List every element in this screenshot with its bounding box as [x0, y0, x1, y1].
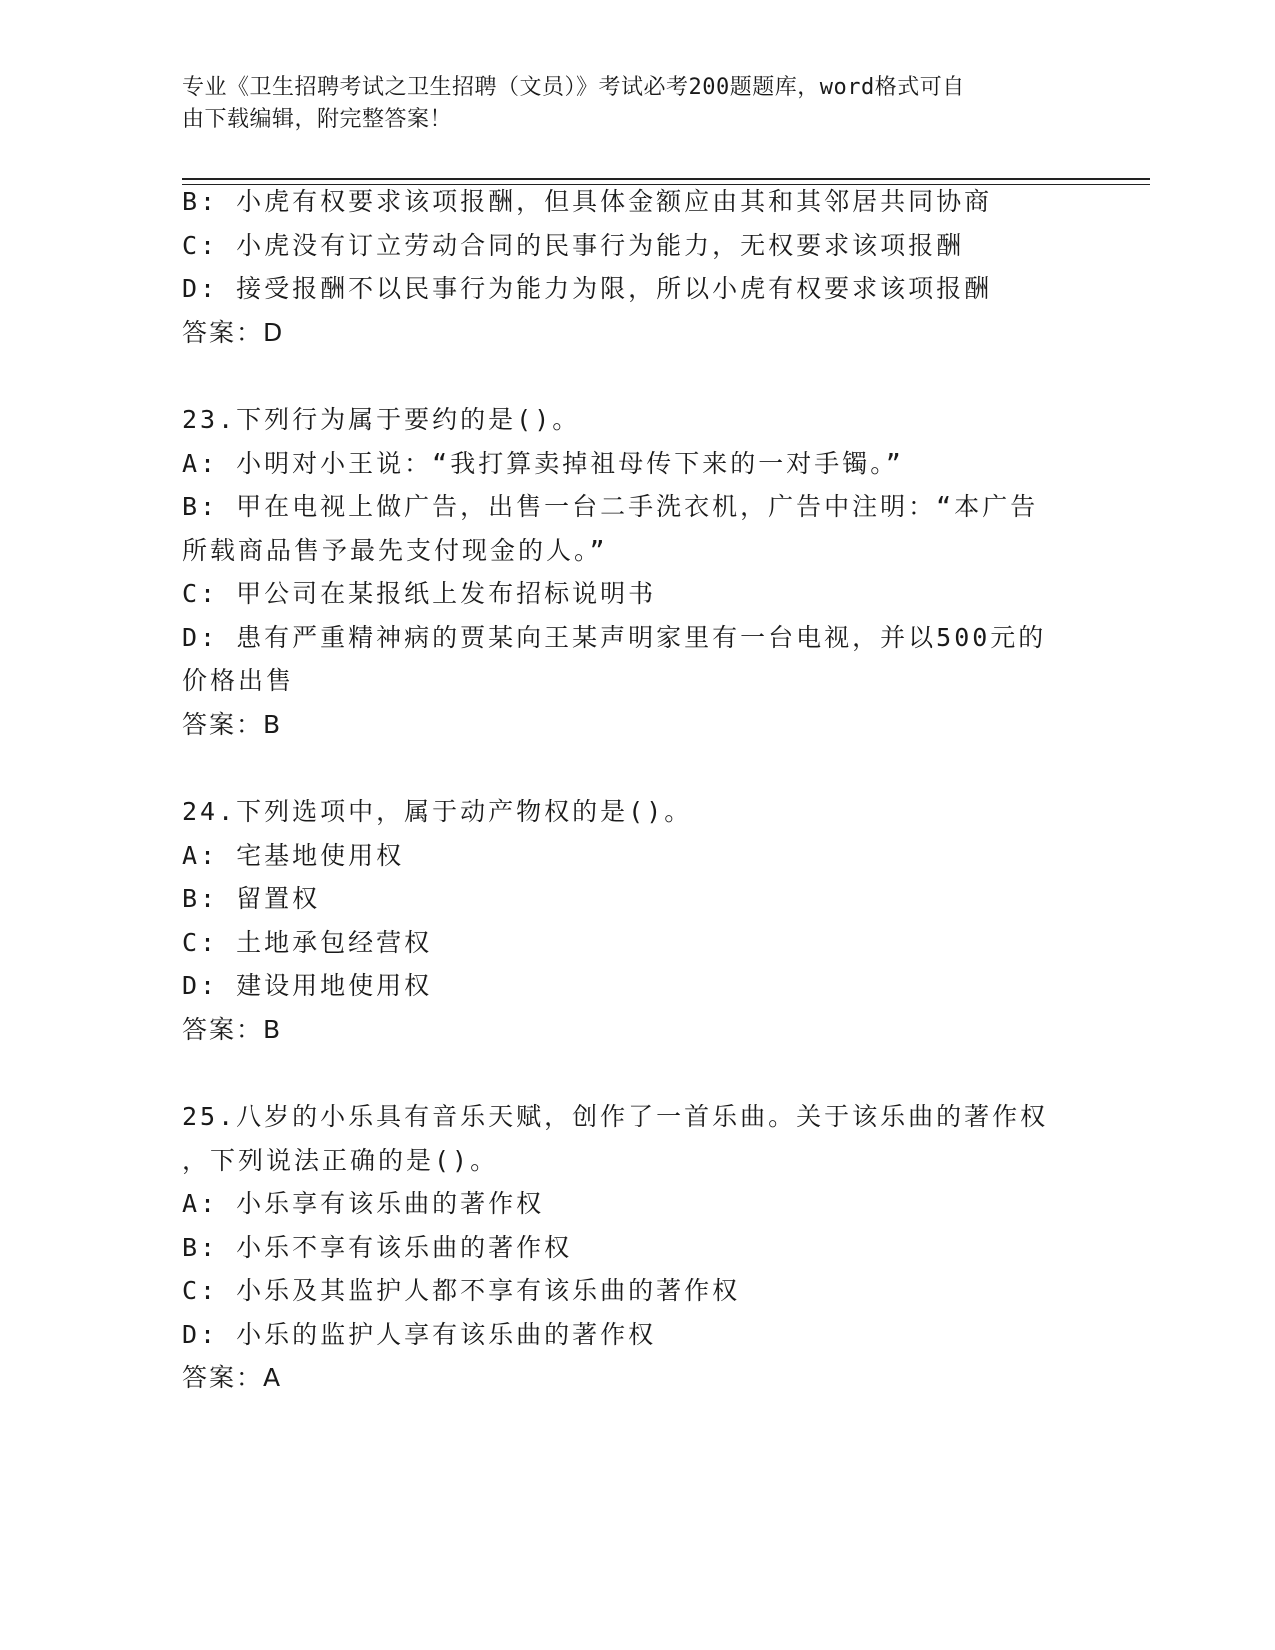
q24-option-d: D: 建设用地使用权 — [182, 971, 433, 1000]
q25-option-b: B: 小乐不享有该乐曲的著作权 — [182, 1233, 573, 1262]
q24-question: 24.下列选项中，属于动产物权的是()。 — [182, 797, 693, 826]
q25-question-line1: 25.八岁的小乐具有音乐天赋，创作了一首乐曲。关于该乐曲的著作权 — [182, 1102, 1049, 1131]
q24-option-b: B: 留置权 — [182, 884, 321, 913]
q24-answer: 答案：B — [182, 1015, 283, 1044]
header-rule-thin — [182, 184, 1150, 185]
q25-option-c: C: 小乐及其监护人都不享有该乐曲的著作权 — [182, 1276, 741, 1305]
q23-question: 23.下列行为属于要约的是()。 — [182, 405, 581, 434]
q25-answer: 答案：A — [182, 1363, 283, 1392]
q23-option-d-line2: 价格出售 — [182, 666, 295, 695]
q23-option-d-line1: D: 患有严重精神病的贾某向王某声明家里有一台电视，并以500元的 — [182, 623, 1047, 652]
q24-option-a: A: 宅基地使用权 — [182, 841, 405, 870]
q23-option-b-line2: 所载商品售予最先支付现金的人。” — [182, 536, 608, 565]
q24-option-c: C: 土地承包经营权 — [182, 928, 433, 957]
q22-answer: 答案：D — [182, 318, 285, 347]
q23-option-b-line1: B: 甲在电视上做广告，出售一台二手洗衣机，广告中注明：“本广告 — [182, 492, 1039, 521]
q25-question-line2: ，下列说法正确的是()。 — [182, 1146, 499, 1175]
header-line-1: 专业《卫生招聘考试之卫生招聘（文员）》考试必考200题题库，word格式可自 — [182, 75, 965, 100]
document-header — [182, 72, 1062, 136]
q25-option-d: D: 小乐的监护人享有该乐曲的著作权 — [182, 1320, 657, 1349]
q25-option-a: A: 小乐享有该乐曲的著作权 — [182, 1189, 545, 1218]
q22-option-b: B: 小虎有权要求该项报酬，但具体金额应由其和其邻居共同协商 — [182, 187, 993, 216]
q23-answer: 答案：B — [182, 710, 283, 739]
q22-option-c: C: 小虎没有订立劳动合同的民事行为能力，无权要求该项报酬 — [182, 231, 965, 260]
q23-option-c: C: 甲公司在某报纸上发布招标说明书 — [182, 579, 657, 608]
q23-option-a: A: 小明对小王说：“我打算卖掉祖母传下来的一对手镯。” — [182, 449, 904, 478]
q22-option-d: D: 接受报酬不以民事行为能力为限，所以小虎有权要求该项报酬 — [182, 274, 993, 303]
header-line-2: 由下载编辑，附完整答案！ — [182, 107, 453, 132]
header-rule-thick — [182, 178, 1150, 180]
